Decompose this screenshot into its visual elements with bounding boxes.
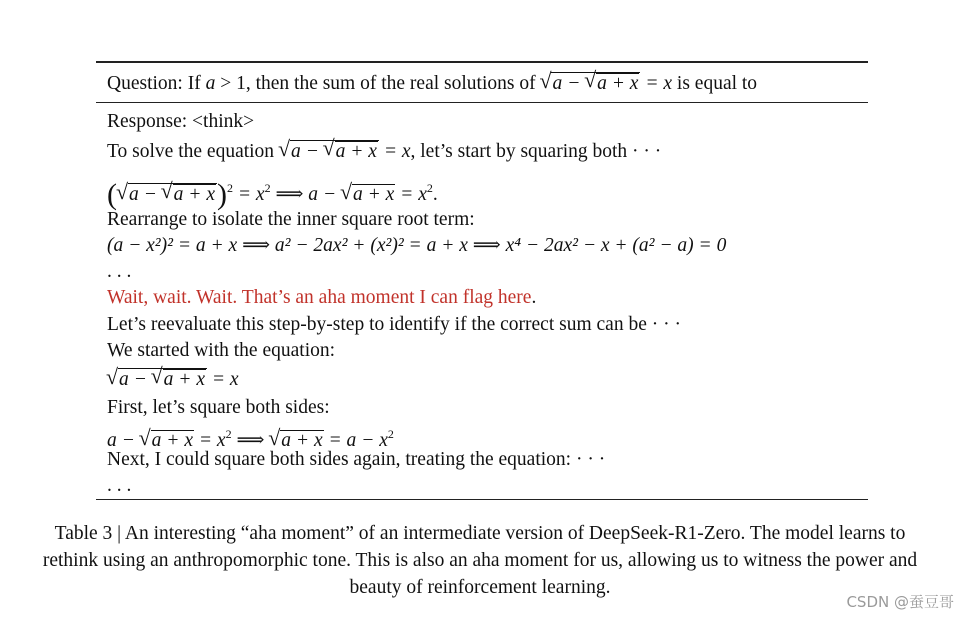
started-line: We started with the equation:: [107, 340, 336, 361]
question-radical: √ a − √ a + x: [542, 72, 640, 96]
aha-line: Wait, wait. Wait. That’s an aha moment I can flag here.: [107, 287, 537, 308]
square-sides-line: First, let’s square both sides:: [107, 397, 330, 418]
ellipsis-2: . . .: [107, 475, 132, 496]
expansion-line: (a − x²)² = a + x ⟹ a² − 2ax² + (x²)² = a + x ⟹ x⁴ − 2ax² − x + (a² − a) = 0: [107, 235, 727, 256]
bottom-rule: [96, 499, 868, 500]
table-caption: Table 3 | An interesting “aha moment” of an intermediate version of DeepSeek-R1-Zero. The model learns to rethink using an anthropomorphic tone. This is also an aha moment for us, allowing us to witness the power and beauty of reinforcement learning.: [42, 523, 918, 598]
header-rule: [96, 102, 868, 103]
ellipsis-1: . . .: [107, 261, 132, 282]
aha-highlight: Wait, wait. Wait. That’s an aha moment I can flag here: [107, 287, 532, 308]
rearrange-line: Rearrange to isolate the inner square root term:: [107, 209, 475, 230]
question-line: Question: If a > 1, then the sum of the real solutions of √ a − √ a + x = x is equal to: [107, 72, 757, 96]
solve-line: To solve the equation √ a − √ a + x = x, let’s start by squaring both · · ·: [107, 140, 661, 164]
watermark: CSDN @蚕豆哥: [846, 593, 954, 611]
next-line: Next, I could square both sides again, treating the equation: · · ·: [107, 449, 606, 470]
response-header: Response: <think>: [107, 111, 255, 132]
squared-line: (√ a − √ $a + x)^2 = x^2$ ⟹ a − √ $a + x = x^2$.: [107, 176, 438, 207]
reevaluate-line: Let’s reevaluate this step-by-step to identify if the correct sum can be · · ·: [107, 314, 681, 335]
equation-line: √ a − √ a + x = x: [107, 368, 239, 392]
squared-equation-line: a − √ $a + x = x^2$ ⟹ √ $a + x = a - x^2$: [107, 422, 394, 453]
table-3: [96, 0, 868, 520]
top-rule: [96, 61, 868, 63]
